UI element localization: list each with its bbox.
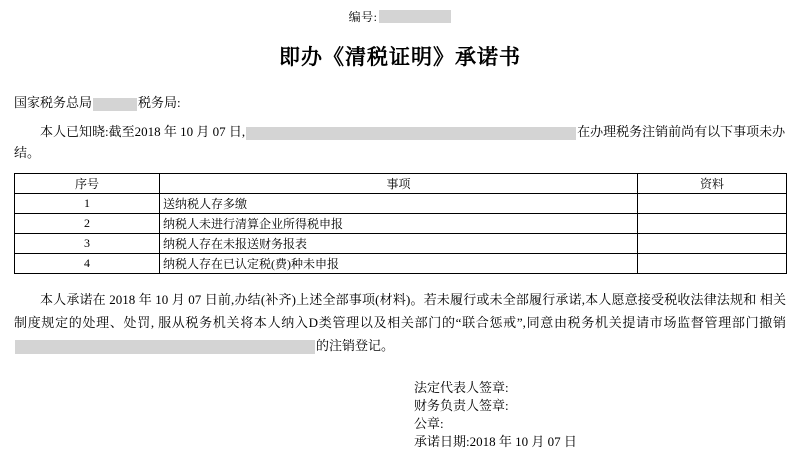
commitment-line3: 的注销登记。 [316,338,395,353]
commitment-paragraph [14,288,786,357]
cell-item: 纳税人存在已认定税(费)种未申报 [160,254,638,274]
cell-doc [638,214,787,234]
intro-text-before: 本人已知晓:截至2018 年 10 月 07 日, [40,124,246,139]
addressee-line [14,93,786,113]
cell-seq: 3 [15,234,160,254]
taxpayer-name-redaction [246,127,576,140]
legal-representative-signature-line: 法定代表人签章: [414,380,509,395]
document-number-row [14,0,786,25]
column-header-doc: 资料 [638,174,787,194]
commitment-date-label: 承诺日期: [414,434,470,449]
column-header-item: 事项 [160,174,638,194]
commitment-date-line [414,433,786,451]
cell-seq: 4 [15,254,160,274]
addressee-redaction [93,98,137,111]
cell-doc [638,234,787,254]
addressee-prefix: 国家税务总局 [14,95,93,110]
intro-paragraph [14,121,786,142]
official-seal-line: 公章: [414,416,444,431]
commitment-date-value: 2018 年 10 月 07 日 [469,434,577,449]
table-row [15,214,787,234]
addressee-suffix: 税务局: [138,95,181,110]
table-row [15,234,787,254]
cell-seq: 2 [15,214,160,234]
signature-block [14,379,786,451]
column-header-seq: 序号 [15,174,160,194]
cell-item: 纳税人存在未报送财务报表 [160,234,638,254]
document-number-redaction [379,10,451,23]
company-name-redaction [15,340,315,354]
cell-doc [638,254,787,274]
intro-text-after: 在办理税务注销前尚有以下事项未办 [577,124,786,139]
cell-item: 送纳税人存多缴 [160,194,638,214]
finance-head-signature-line: 财务负责人签章: [414,398,509,413]
document-number-label: 编号: [348,10,378,24]
commitment-line2: 相关制度规定的处理、处罚, 服从税务机关将本人纳入D类管理以及相关部门的“联合惩戒”,同意由税务机关提请市场监督管理部门撤销 [14,292,786,330]
intro-paragraph-line2: 结。 [14,145,41,160]
table-header-row [15,174,787,194]
cell-doc [638,194,787,214]
table-row [15,254,787,274]
table-row [15,194,787,214]
commitment-line1: 本人承诺在 2018 年 10 月 07 日前,办结(补齐)上述全部事项(材料)。若未履行或未全部履行承诺,本人愿意接受税收法律法规和 [40,292,757,307]
unresolved-items-table [14,173,787,274]
cell-item: 纳税人未进行清算企业所得税申报 [160,214,638,234]
cell-seq: 1 [15,194,160,214]
page-title: 即办《清税证明》承诺书 [279,45,521,69]
